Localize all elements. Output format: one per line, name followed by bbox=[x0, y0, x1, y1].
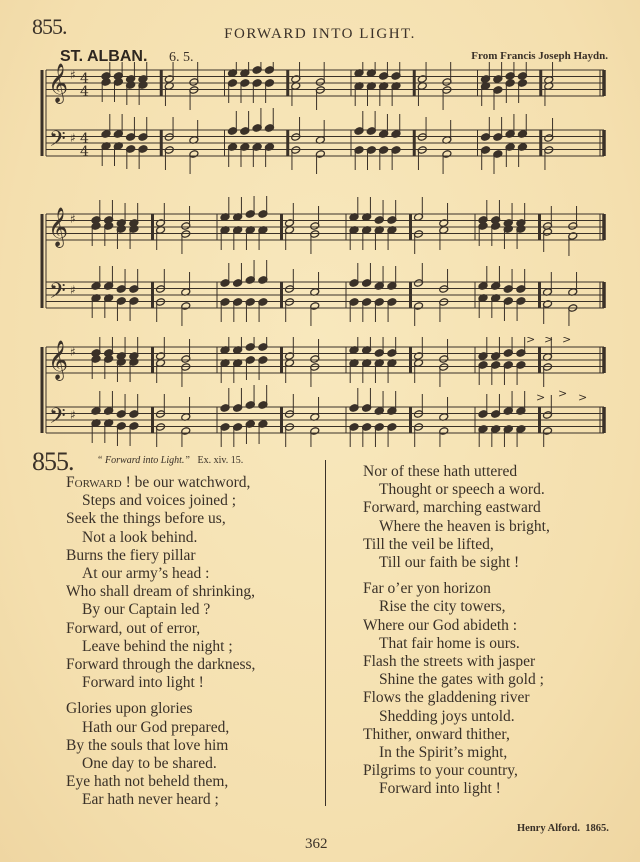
stanza-gap bbox=[66, 692, 255, 700]
time-signature: 4 bbox=[80, 71, 89, 87]
hymn-text-heading bbox=[97, 455, 243, 466]
hymn-title: FORWARD INTO LIGHT. bbox=[224, 26, 416, 42]
lyric-line: Nor of these hath uttered bbox=[363, 463, 518, 480]
sharp-icon: ♯ bbox=[70, 283, 76, 297]
lyric-line: Forward into light ! bbox=[82, 674, 204, 692]
lyric-line: Eye hath not beheld them, bbox=[66, 773, 229, 791]
lyric-line: Where the heaven is bright, bbox=[379, 517, 550, 535]
time-signature: 4 bbox=[80, 144, 89, 160]
hymn-number: 855. bbox=[32, 14, 67, 39]
lyric-line: Till the veil be lifted, bbox=[363, 535, 494, 553]
accent-icon: > bbox=[544, 337, 554, 346]
lyric-line: Glories upon glories bbox=[66, 700, 193, 718]
lyric-line: Seek the things before us, bbox=[66, 510, 226, 528]
lyric-line: By our Captain led ? bbox=[82, 601, 211, 619]
lyric-line: Hath our God prepared, bbox=[82, 718, 230, 736]
lyric-line: Forward, marching eastward bbox=[363, 499, 541, 517]
bass-clef-icon: 𝄢 bbox=[49, 127, 66, 157]
lyric-line: In the Spirit’s might, bbox=[379, 744, 508, 762]
lyric-line: One day to be shared. bbox=[82, 755, 217, 773]
lyric-line: By the souls that love him bbox=[66, 736, 229, 754]
tune-name: ST. ALBAN. bbox=[60, 48, 148, 65]
sharp-icon: ♯ bbox=[70, 68, 76, 82]
lyric-line: Till our faith be sight ! bbox=[379, 554, 520, 572]
accent-icon: > bbox=[526, 337, 536, 346]
lyric-line: Forward into light ! bbox=[379, 780, 501, 798]
author-credit bbox=[517, 823, 609, 834]
hymn-subtitle: “ Forward into Light.” bbox=[97, 455, 190, 466]
author-name: Henry Alford. bbox=[517, 823, 580, 834]
lyric-line: Forward, out of error, bbox=[66, 619, 201, 637]
music-system-1 bbox=[36, 62, 616, 182]
treble-clef-icon: 𝄞 bbox=[48, 207, 69, 247]
music-system-2 bbox=[36, 196, 616, 326]
lyric-line: Shine the gates with gold ; bbox=[379, 671, 544, 689]
composer-credit: From Francis Joseph Haydn. bbox=[471, 50, 608, 62]
scripture-ref: Ex. xiv. 15. bbox=[197, 455, 244, 466]
lyrics-right-column bbox=[363, 463, 550, 799]
column-divider bbox=[325, 460, 326, 806]
treble-clef-icon: 𝄞 bbox=[48, 63, 69, 103]
lyric-line: Pilgrims to your country, bbox=[363, 762, 518, 780]
time-signature: 4 bbox=[80, 131, 89, 147]
accent-icon: > bbox=[562, 337, 572, 346]
accent-icon: > bbox=[578, 391, 588, 404]
lyric-line: Flows the gladdening river bbox=[363, 689, 530, 707]
stanza-gap bbox=[363, 572, 550, 580]
lyric-line: Burns the fiery pillar bbox=[66, 546, 196, 564]
lyrics-left-column bbox=[66, 474, 255, 810]
lyric-line: Far o’er yon horizon bbox=[363, 580, 491, 598]
lyric-line: Where our God abideth : bbox=[363, 616, 518, 634]
lyric-line: Steps and voices joined ; bbox=[82, 492, 237, 510]
sharp-icon: ♯ bbox=[70, 212, 76, 226]
lyric-line: Thither, onward thither, bbox=[363, 725, 510, 743]
lyric-line: Forward through the darkness, bbox=[66, 656, 256, 674]
music-system-3 bbox=[36, 337, 616, 447]
sharp-icon: ♯ bbox=[70, 408, 76, 422]
meter: 6. 5. bbox=[169, 50, 194, 65]
lyric-line: That fair home is ours. bbox=[379, 634, 520, 652]
bass-clef-icon: 𝄢 bbox=[49, 279, 66, 309]
lyric-line: Shedding joys untold. bbox=[379, 707, 515, 725]
lyric-line: Thought or speech a word. bbox=[379, 481, 545, 499]
treble-clef-icon: 𝄞 bbox=[48, 340, 69, 380]
lyric-line: At our army’s head : bbox=[82, 565, 210, 583]
lyric-line: Forward ! be our watchword, bbox=[66, 474, 251, 491]
hymn-text-number: 855. bbox=[32, 447, 74, 476]
lyric-line: Not a look behind. bbox=[82, 528, 198, 546]
lyric-line: Ear hath never heard ; bbox=[82, 791, 219, 809]
lyric-line: Who shall dream of shrinking, bbox=[66, 583, 255, 601]
time-signature: 4 bbox=[80, 84, 89, 100]
page-number: 362 bbox=[305, 836, 328, 852]
sharp-icon: ♯ bbox=[70, 131, 76, 145]
lyric-line: Rise the city towers, bbox=[379, 598, 506, 616]
accent-icon: > bbox=[536, 391, 546, 404]
author-year: 1865. bbox=[585, 823, 609, 834]
sharp-icon: ♯ bbox=[70, 345, 76, 359]
lyric-line: Flash the streets with jasper bbox=[363, 653, 536, 671]
bass-clef-icon: 𝄢 bbox=[49, 404, 66, 434]
lyric-line: Leave behind the night ; bbox=[82, 637, 233, 655]
accent-icon: > bbox=[558, 387, 568, 400]
